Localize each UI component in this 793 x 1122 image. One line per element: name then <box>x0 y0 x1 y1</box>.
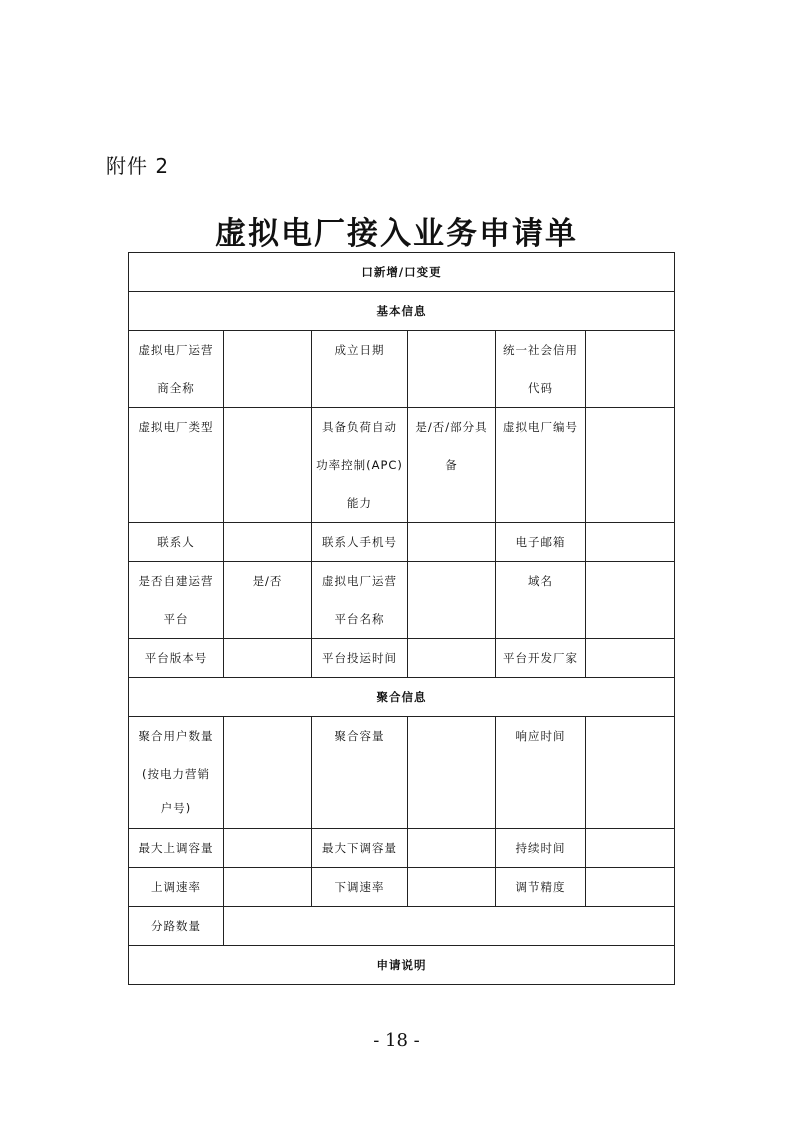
field-operator-name[interactable] <box>224 331 312 408</box>
label-vpp-number: 虚拟电厂编号 <box>496 408 586 523</box>
field-platform-name[interactable] <box>408 562 496 639</box>
field-precision[interactable] <box>586 868 675 907</box>
new-or-change-row[interactable]: 口新增/口变更 <box>129 253 675 292</box>
label-capacity: 聚合容量 <box>312 717 408 829</box>
field-branch-count[interactable] <box>224 907 675 946</box>
label-vpp-type: 虚拟电厂类型 <box>129 408 224 523</box>
field-response-time[interactable] <box>586 717 675 829</box>
field-max-up[interactable] <box>224 829 312 868</box>
field-domain[interactable] <box>586 562 675 639</box>
field-contact[interactable] <box>224 523 312 562</box>
attachment-label: 附件 2 <box>106 154 170 178</box>
label-operator-name: 虚拟电厂运营 商全称 <box>129 331 224 408</box>
section-basic-info: 基本信息 <box>129 292 675 331</box>
label-platform-vendor: 平台开发厂家 <box>496 639 586 678</box>
label-contact-phone: 联系人手机号 <box>312 523 408 562</box>
label-duration: 持续时间 <box>496 829 586 868</box>
label-email: 电子邮箱 <box>496 523 586 562</box>
field-capacity[interactable] <box>408 717 496 829</box>
field-down-rate[interactable] <box>408 868 496 907</box>
label-established-date: 成立日期 <box>312 331 408 408</box>
label-max-up: 最大上调容量 <box>129 829 224 868</box>
application-form-table <box>128 252 675 985</box>
field-self-built-platform[interactable]: 是/否 <box>224 562 312 639</box>
label-contact: 联系人 <box>129 523 224 562</box>
label-precision: 调节精度 <box>496 868 586 907</box>
field-email[interactable] <box>586 523 675 562</box>
field-max-down[interactable] <box>408 829 496 868</box>
label-up-rate: 上调速率 <box>129 868 224 907</box>
label-down-rate: 下调速率 <box>312 868 408 907</box>
field-vpp-number[interactable] <box>586 408 675 523</box>
field-duration[interactable] <box>586 829 675 868</box>
field-vpp-type[interactable] <box>224 408 312 523</box>
label-self-built-platform: 是否自建运营 平台 <box>129 562 224 639</box>
label-user-count: 聚合用户数量 (按电力营销 户号) <box>129 717 224 829</box>
section-application-description: 申请说明 <box>129 946 675 985</box>
field-credit-code[interactable] <box>586 331 675 408</box>
field-platform-version[interactable] <box>224 639 312 678</box>
field-established-date[interactable] <box>408 331 496 408</box>
label-platform-name: 虚拟电厂运营 平台名称 <box>312 562 408 639</box>
label-response-time: 响应时间 <box>496 717 586 829</box>
page-number: - 18 - <box>373 1030 420 1051</box>
field-contact-phone[interactable] <box>408 523 496 562</box>
field-up-rate[interactable] <box>224 868 312 907</box>
field-platform-launch-time[interactable] <box>408 639 496 678</box>
label-platform-launch-time: 平台投运时间 <box>312 639 408 678</box>
label-domain: 域名 <box>496 562 586 639</box>
section-aggregate-info: 聚合信息 <box>129 678 675 717</box>
document-title: 虚拟电厂接入业务申请单 <box>215 216 578 252</box>
field-apc-capability[interactable]: 是/否/部分具 备 <box>408 408 496 523</box>
field-user-count[interactable] <box>224 717 312 829</box>
label-max-down: 最大下调容量 <box>312 829 408 868</box>
label-platform-version: 平台版本号 <box>129 639 224 678</box>
field-platform-vendor[interactable] <box>586 639 675 678</box>
label-apc-capability: 具备负荷自动 功率控制(APC) 能力 <box>312 408 408 523</box>
label-credit-code: 统一社会信用 代码 <box>496 331 586 408</box>
label-branch-count: 分路数量 <box>129 907 224 946</box>
